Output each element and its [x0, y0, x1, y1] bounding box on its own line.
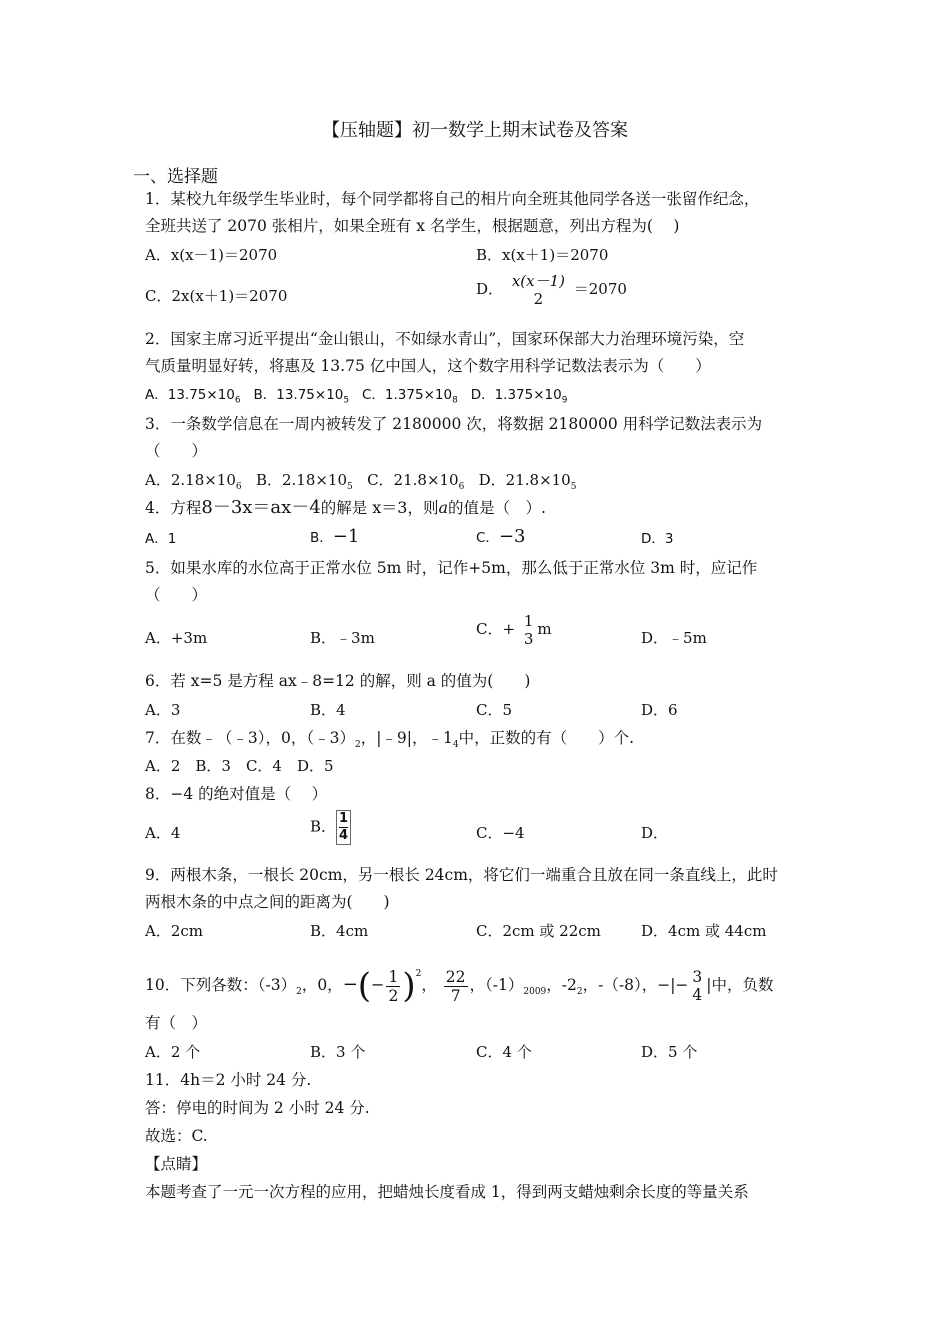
q10-f3-numerator: 3: [692, 968, 703, 986]
q7-exp2: 4: [452, 740, 459, 751]
q3-option-c: C．21.8×10: [367, 471, 459, 489]
q9-option-c: C．2cm 或 22cm: [476, 922, 601, 940]
q10-fraction3: [690, 968, 704, 1004]
q10-mid-exp: 2009: [523, 987, 547, 998]
q2-options: [145, 384, 567, 412]
q2-line1: 2．国家主席习近平提出“金山银山，不如绿水青山”，国家环保部大力治理环境污染，空: [145, 330, 745, 348]
q3-option-d: D．21.8×10: [478, 471, 571, 489]
q4-pre: 4．方程: [145, 499, 202, 517]
q4-line: [145, 497, 546, 519]
q7-line: [145, 727, 634, 756]
q9-line1: 9．两根木条，一根长 20cm，另一根长 24cm，将它们一端重合且放在同一条直线上，此时: [145, 866, 778, 884]
q10-abs-pre: −|−: [657, 976, 689, 994]
q9-option-a: A．2cm: [145, 922, 204, 940]
q11-line2: 答：停电的时间为 2 小时 24 分.: [145, 1099, 370, 1117]
q1-option-d: [476, 272, 627, 308]
q10-f1-sign: −: [371, 975, 385, 994]
q10-left-paren: (: [357, 966, 372, 1006]
q9-option-b: B．4cm: [310, 922, 369, 940]
q8-option-b: [310, 810, 351, 845]
q10-right-paren: ): [402, 966, 416, 1006]
q9-option-d: D．4cm 或 44cm: [641, 922, 767, 940]
q10-mid3: ，-（-8），: [582, 976, 658, 994]
q10-fraction2: [444, 968, 468, 1005]
q4-variable: a: [438, 498, 448, 517]
q3-line1: 3．一条数学信息在一周内被转发了 2180000 次，将数据 2180000 用科学记数法表示为: [145, 415, 763, 433]
q10-pre: 10．下列各数：（-3）: [145, 976, 297, 994]
q1-option-a: A．x(x－1)＝2070: [145, 246, 278, 264]
q10-f1-numerator: 1: [388, 967, 399, 986]
q10-line2: 有（ ）: [145, 1014, 208, 1032]
q5-option-d: D．﹣5m: [641, 629, 707, 647]
q5-option-c: [476, 612, 552, 648]
q5-c-denominator: 3: [523, 630, 534, 648]
q3-option-b: B．2.18×10: [255, 471, 348, 489]
q1-option-b: B．x(x＋1)＝2070: [476, 246, 609, 264]
q10-f1-denominator: 2: [388, 986, 399, 1005]
q2-option-d: D．1.375×10: [470, 387, 562, 403]
q10-neg: −: [342, 974, 358, 995]
q8-b-denominator: 4: [339, 828, 349, 843]
q5-option-a: A．+3m: [145, 629, 208, 647]
q8-option-a: A．4: [145, 824, 181, 842]
q10-abs-post: |中，负数: [706, 976, 774, 994]
q10-option-d: D．5 个: [641, 1043, 698, 1061]
q3-options: [145, 469, 576, 498]
page-title: 【压轴题】初一数学上期末试卷及答案: [322, 120, 628, 141]
q2-option-a: A．13.75×10: [145, 387, 235, 403]
q4-option-c: [476, 526, 525, 549]
q1-d-rhs: ＝2070: [573, 280, 627, 298]
q3-option-a: A．2.18×10: [145, 471, 236, 489]
q6-option-d: D．6: [641, 701, 678, 719]
q5-c-label: C．+: [476, 620, 516, 638]
q10-mid: ，（-1）: [469, 976, 524, 994]
q1-d-label: D．: [476, 280, 504, 298]
q3-a-exp: 6: [235, 482, 242, 492]
q5-c-fraction: [522, 612, 536, 648]
q2-a-exp: 6: [234, 395, 241, 406]
q2-option-c: C．1.375×10: [362, 387, 453, 403]
q3-b-exp: 5: [347, 482, 353, 492]
q8-b-fraction: [336, 810, 351, 845]
q4-equation: 8－3x＝ax－4: [201, 497, 321, 518]
q10-sep1: ，0，: [301, 976, 343, 994]
q5-line1: 5．如果水库的水位高于正常水位 5m 时，记作+5m，那么低于正常水位 3m 时，应记作: [145, 559, 758, 577]
q2-d-exp: 9: [561, 395, 568, 406]
q10-f3-denominator: 4: [692, 986, 703, 1004]
q3-c-exp: 6: [458, 482, 465, 492]
q6-option-b: B．4: [310, 701, 346, 719]
q8-option-c: C．−4: [476, 824, 525, 842]
q1-d-numerator: x(x－1): [511, 272, 565, 290]
q2-option-b: B．13.75×10: [253, 387, 344, 403]
q4-mid2: ，则: [407, 499, 439, 517]
q4-option-d: D．3: [641, 531, 674, 547]
q1-line2: 全班共送了 2070 张相片，如果全班有 x 名学生，根据题意，列出方程为( ): [145, 217, 680, 235]
q1-d-denominator: 2: [533, 290, 544, 308]
q11-line5: 本题考查了一元一次方程的应用，把蜡烛长度看成 1，得到两支蜡烛剩余长度的等量关系: [145, 1183, 749, 1201]
q3-d-exp: 5: [570, 482, 577, 492]
section-heading: 一、选择题: [133, 167, 218, 187]
q8-b-label: B．: [310, 817, 337, 836]
q10-f2-denominator: 7: [444, 986, 468, 1005]
q1-line1: 1．某校九年级学生毕业时，每个同学都将自己的相片向全班其他同学各送一张留作纪念，: [145, 190, 760, 208]
q4-c-label: C．: [476, 530, 499, 546]
q4-c-value: −3: [498, 526, 526, 547]
q6-option-a: A．3: [145, 701, 181, 719]
q4-b-value: −1: [332, 526, 360, 547]
q10-f2-numerator: 22: [445, 967, 466, 986]
q5-c-unit: m: [537, 620, 552, 638]
q5-c-numerator: 1: [523, 612, 534, 630]
q4-option-a: A．1: [145, 531, 177, 547]
q10-option-c: C．4 个: [476, 1043, 532, 1061]
q11-line4: 【点睛】: [145, 1155, 208, 1173]
q9-line2: 两根木条的中点之间的距离为( ): [145, 893, 390, 911]
q3-line2: （ ）: [145, 442, 208, 460]
q11-line1: 11．4h＝2 小时 24 分.: [145, 1071, 312, 1089]
q8-line: 8．−4 的绝对值是（ ）: [145, 785, 328, 803]
q4-mid: 的解是: [320, 499, 368, 517]
q8-b-numerator: 1: [339, 811, 349, 826]
q7-exp1: 2: [354, 740, 361, 751]
q10-pre-exp: 2: [296, 987, 302, 998]
q7-part3: 中，正数的有（ ）个.: [458, 729, 635, 747]
q10-mid2: ，-2: [546, 976, 577, 994]
q2-line2: 气质量明显好转，将惠及 13.75 亿中国人，这个数字用科学记数法表示为（ ）: [145, 357, 711, 375]
q1-d-fraction: [510, 272, 567, 308]
q10-option-a: A．2 个: [145, 1043, 201, 1061]
q6-line: 6．若 x=5 是方程 ax﹣8=12 的解，则 a 的值为( ): [145, 672, 531, 690]
q10-f1-exp: 2: [415, 969, 422, 979]
q1-option-c: C．2x(x＋1)＝2070: [145, 287, 288, 305]
q2-c-exp: 8: [452, 395, 458, 406]
q2-b-exp: 5: [343, 395, 350, 406]
q4-b-label: B．: [310, 530, 333, 546]
q8-option-d: D．: [641, 824, 669, 842]
q4-post: 的值是（ ）.: [448, 499, 546, 517]
q10-option-b: B．3 个: [310, 1043, 366, 1061]
q11-line3: 故选：C.: [145, 1127, 208, 1145]
q7-part2: ，|﹣9|，﹣1: [360, 729, 453, 747]
q10-line1: [145, 952, 774, 1014]
q5-line2: （ ）: [145, 586, 208, 604]
q7-options: A．2 B．3 C．4 D．5: [145, 757, 334, 775]
q4-solution: x＝3: [372, 498, 408, 517]
q10-mid2-exp: 2: [576, 987, 583, 998]
q10-sep2: ，: [421, 976, 437, 994]
q5-option-b: B．﹣3m: [310, 629, 375, 647]
q10-fraction1: [386, 968, 400, 1005]
q6-option-c: C．5: [476, 701, 513, 719]
q4-option-b: [310, 526, 359, 549]
q7-part1: 7．在数﹣（﹣3），0，（﹣3）: [145, 729, 355, 747]
